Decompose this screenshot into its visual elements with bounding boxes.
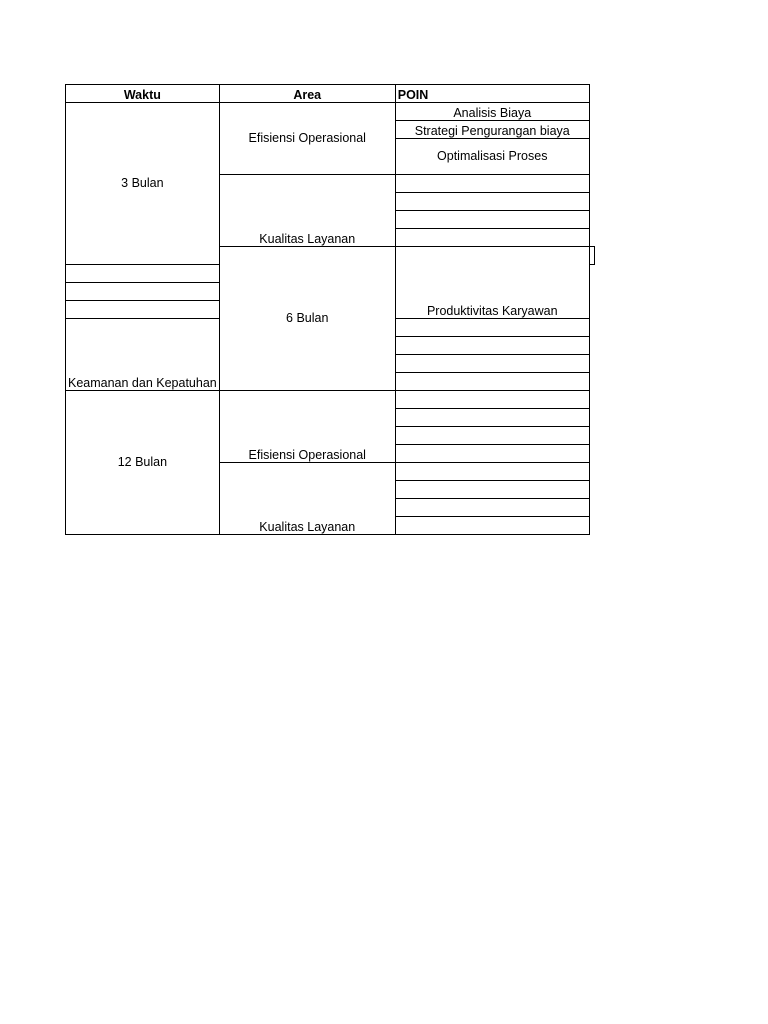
cell-area[interactable]: Efisiensi Operasional: [219, 103, 395, 175]
cell-poin[interactable]: [395, 409, 589, 427]
cell-poin[interactable]: [395, 211, 589, 229]
plan-table: [65, 84, 595, 535]
cell-poin[interactable]: [395, 229, 589, 247]
cell-poin[interactable]: [66, 265, 220, 283]
cell-poin[interactable]: [395, 373, 589, 391]
cell-poin[interactable]: [395, 193, 589, 211]
cell-waktu-6-bulan[interactable]: 6 Bulan: [219, 247, 395, 391]
cell-poin[interactable]: [395, 355, 589, 373]
cell-poin[interactable]: [395, 445, 589, 463]
cell-area[interactable]: Kualitas Layanan: [219, 175, 395, 247]
cell-poin[interactable]: [589, 247, 594, 265]
cell-area[interactable]: Keamanan dan Kepatuhan: [66, 319, 220, 391]
header-row: [66, 85, 595, 103]
cell-area[interactable]: Efisiensi Operasional: [219, 391, 395, 463]
cell-poin[interactable]: Analisis Biaya: [395, 103, 589, 121]
table-row: [66, 391, 595, 409]
cell-poin[interactable]: [395, 337, 589, 355]
cell-poin[interactable]: [395, 463, 589, 481]
cell-poin[interactable]: [66, 301, 220, 319]
cell-poin[interactable]: Strategi Pengurangan biaya: [395, 121, 589, 139]
cell-poin[interactable]: [395, 499, 589, 517]
cell-waktu-3-bulan[interactable]: 3 Bulan: [66, 103, 220, 265]
header-area[interactable]: Area: [219, 85, 395, 103]
table-row: [66, 103, 595, 121]
cell-poin[interactable]: [395, 175, 589, 193]
cell-poin[interactable]: [395, 319, 589, 337]
cell-poin[interactable]: [66, 283, 220, 301]
cell-area[interactable]: Kualitas Layanan: [219, 463, 395, 535]
cell-waktu-12-bulan[interactable]: 12 Bulan: [66, 391, 220, 535]
spreadsheet-page: [65, 84, 595, 535]
cell-poin[interactable]: [395, 391, 589, 409]
cell-poin[interactable]: [395, 427, 589, 445]
cell-poin[interactable]: Optimalisasi Proses: [395, 139, 589, 175]
cell-area[interactable]: Produktivitas Karyawan: [395, 247, 589, 319]
cell-poin[interactable]: [395, 481, 589, 499]
header-waktu[interactable]: Waktu: [66, 85, 220, 103]
header-poin[interactable]: POIN: [395, 85, 589, 103]
cell-poin[interactable]: [395, 517, 589, 535]
